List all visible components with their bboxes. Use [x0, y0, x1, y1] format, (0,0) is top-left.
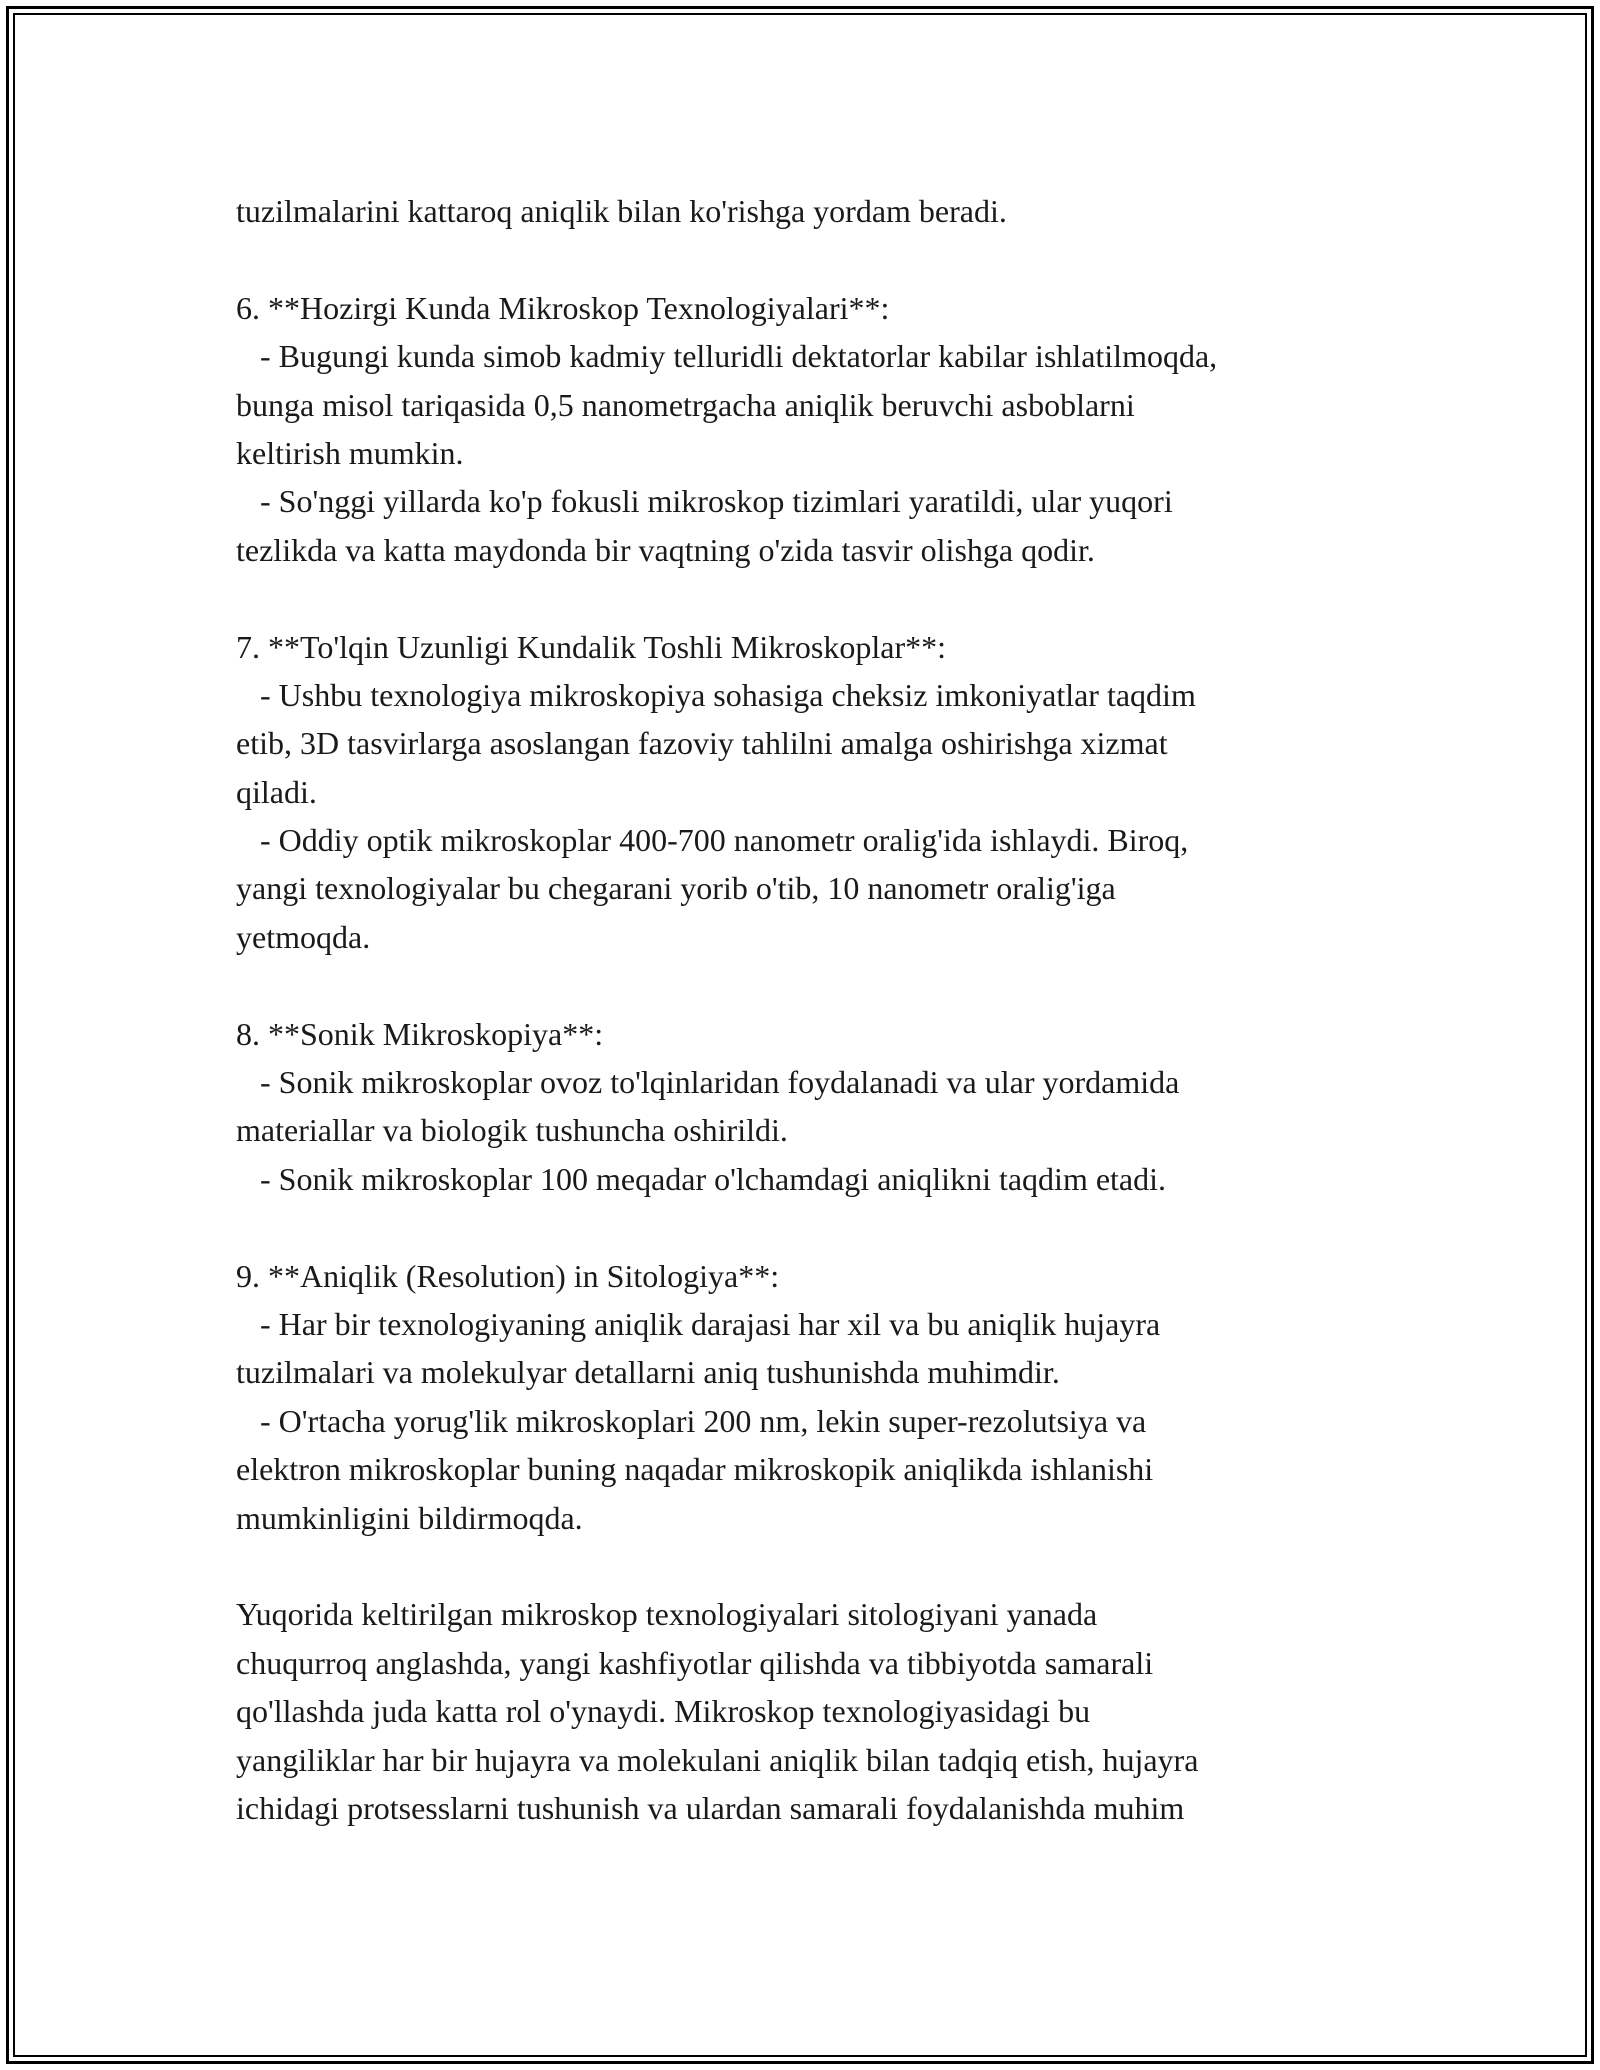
section-8 — [236, 1010, 1386, 1204]
section-line: etib, 3D tasvirlarga asoslangan fazoviy tahlilni amalga oshirishga xizmat — [236, 725, 1168, 762]
section-heading: 6. **Hozirgi Kunda Mikroskop Texnologiyalari**: — [236, 289, 890, 326]
spacer — [236, 961, 1386, 1009]
spacer — [236, 1203, 1386, 1251]
section-9 — [236, 1252, 1386, 1542]
section-line: - Sonik mikroskoplar 100 meqadar o'lchamdagi aniqlikni taqdim etadi. — [236, 1160, 1167, 1197]
spacer — [236, 574, 1386, 622]
section-heading: 7. **To'lqin Uzunligi Kundalik Toshli Mikroskoplar**: — [236, 628, 946, 665]
section-6 — [236, 284, 1386, 574]
section-line: - O'rtacha yorug'lik mikroskoplari 200 nm, lekin super-rezolutsiya va — [236, 1402, 1147, 1439]
section-line: mumkinligini bildirmoqda. — [236, 1499, 583, 1536]
section-line: - So'nggi yillarda ko'p fokusli mikroskop tizimlari yaratildi, ular yuqori — [236, 483, 1173, 520]
section-line: - Bugungi kunda simob kadmiy telluridli dektatorlar kabilar ishlatilmoqda, — [236, 338, 1218, 375]
conclusion-line: chuqurroq anglashda, yangi kashfiyotlar qilishda va tibbiyotda samarali — [236, 1644, 1154, 1681]
conclusion-line: Yuqorida keltirilgan mikroskop texnologiyalari sitologiyani yanada — [236, 1596, 1098, 1633]
section-line: tezlikda va katta maydonda bir vaqtning o'zida tasvir olishga qodir. — [236, 531, 1095, 568]
section-line: - Har bir texnologiyaning aniqlik darajasi har xil va bu aniqlik hujayra — [236, 1305, 1161, 1342]
section-7 — [236, 623, 1386, 962]
section-line: yangi texnologiyalar bu chegarani yorib o'tib, 10 nanometr oralig'iga — [236, 870, 1116, 907]
section-line: tuzilmalari va molekulyar detallarni aniq tushunishda muhimdir. — [236, 1354, 1060, 1391]
section-line: elektron mikroskoplar buning naqadar mikroskopik aniqlikda ishlanishi — [236, 1451, 1154, 1488]
intro-tail-line: tuzilmalarini kattaroq aniqlik bilan ko'rishga yordam beradi. — [236, 193, 1007, 229]
conclusion-line: qo'llashda juda katta rol o'ynaydi. Mikroskop texnologiyasidagi bu — [236, 1693, 1091, 1730]
section-line: - Ushbu texnologiya mikroskopiya sohasiga cheksiz imkoniyatlar taqdim — [236, 676, 1196, 713]
document-body — [236, 187, 1386, 1832]
section-line: - Sonik mikroskoplar ovoz to'lqinlaridan foydalanadi va ular yordamida — [236, 1064, 1180, 1101]
section-line: qiladi. — [236, 773, 317, 810]
section-line: yetmoqda. — [236, 918, 371, 955]
spacer — [236, 1542, 1386, 1590]
section-line: materiallar va biologik tushuncha oshirildi. — [236, 1112, 788, 1149]
spacer — [236, 235, 1386, 283]
conclusion-line: ichidagi protsesslarni tushunish va ulardan samarali foydalanishda muhim — [236, 1789, 1185, 1826]
section-heading: 9. **Aniqlik (Resolution) in Sitologiya**: — [236, 1257, 780, 1294]
conclusion-paragraph — [236, 1590, 1386, 1832]
section-heading: 8. **Sonik Mikroskopiya**: — [236, 1015, 604, 1052]
conclusion-line: yangiliklar har bir hujayra va molekulani aniqlik bilan tadqiq etish, hujayra — [236, 1741, 1199, 1778]
section-line: bunga misol tariqasida 0,5 nanometrgacha aniqlik beruvchi asboblarni — [236, 386, 1135, 423]
section-line: - Oddiy optik mikroskoplar 400-700 nanometr oralig'ida ishlaydi. Biroq, — [236, 822, 1189, 859]
section-line: keltirish mumkin. — [236, 434, 464, 471]
